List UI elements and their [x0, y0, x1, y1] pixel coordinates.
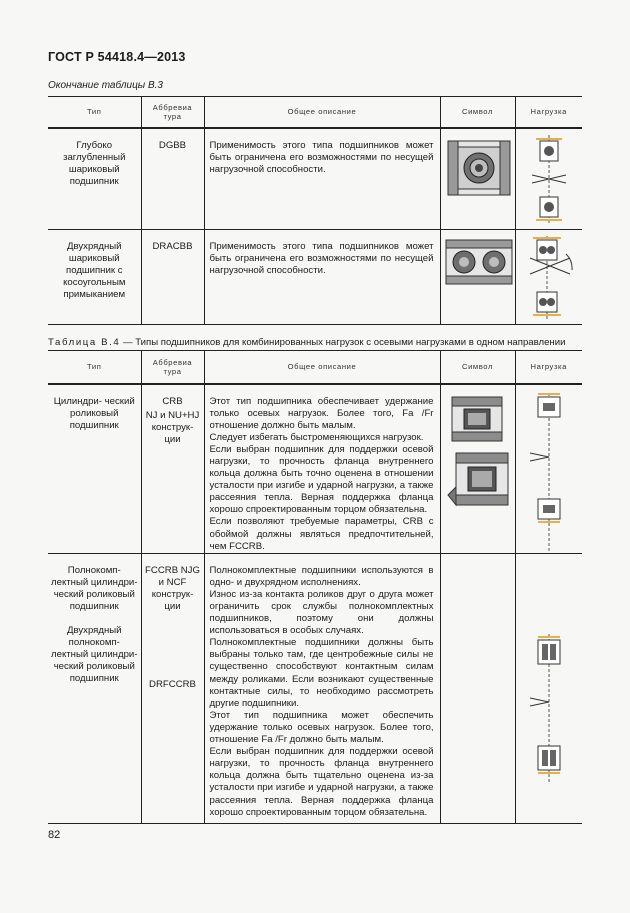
cell-symbol — [440, 230, 515, 325]
deep-groove-ball-bearing-icon — [446, 139, 512, 197]
axial-load-icon — [524, 393, 574, 553]
table-row — [48, 128, 582, 230]
table-b4-caption — [48, 337, 565, 348]
desc-paragraph: Следует избегать быстроменяющихся нагрузок. — [209, 431, 424, 443]
cell-symbol — [440, 553, 515, 823]
abbr-crb: CRB — [162, 395, 183, 407]
cell-load — [515, 553, 582, 823]
table-row — [48, 384, 582, 554]
combined-load-angle-icon — [522, 236, 578, 320]
type-full-complement: Полнокомп- лектный цилиндри- ческий роликовый подшипник — [51, 564, 138, 612]
col-header-description: Общее описание — [204, 351, 440, 384]
cell-type: Цилиндри- ческий роликовый подшипник — [53, 395, 135, 431]
col-header-type: Тип — [87, 107, 102, 117]
col-header-abbr: Аббревиа тура — [141, 351, 204, 384]
table-b4 — [48, 350, 582, 824]
cell-abbr: DGBB — [141, 128, 204, 230]
desc-paragraph: Если выбран подшипник для поддержки осевой нагрузки, то прочность фланца внутреннего кольца должна быть точно оценена в отношении усталости при изгибе и ударной нагрузки, а также рассеяния тепла. Верная поддержка фланца хорошо спроектированным торцом обязательна. — [209, 443, 434, 516]
col-header-load: Нагрузка — [515, 97, 582, 128]
cell-type — [48, 553, 141, 823]
desc-paragraph: Если выбран подшипник для поддержки осевой нагрузки, то прочность фланца внутреннего кольца должна быть тщательно оценена из-за усталости при изгибе и ударной нагрузки, а также рассеяния тепла. Верная поддержка фланца хорошо спроектированным торцом обязательна. — [209, 746, 434, 818]
cell-symbol — [440, 384, 515, 554]
desc-paragraph: Полнокомплектные подшипники используются в одно- и двухрядном исполнениях. — [209, 564, 434, 588]
radial-axial-load-icon — [524, 135, 574, 225]
table-row — [48, 230, 582, 325]
cell-type: Глубоко заглубленный шариковый подшипник — [63, 139, 126, 187]
table-b3 — [48, 96, 582, 325]
table-b4-label: Таблица В.4 — [48, 337, 121, 348]
cell-abbr — [141, 553, 204, 823]
type-double-row-full-complement: Двухрядный полнокомп- лектный цилиндри- ческий роликовый подшипник — [51, 625, 138, 685]
col-header-load: Нагрузка — [515, 351, 582, 384]
cell-symbol — [440, 128, 515, 230]
cell-load — [515, 230, 582, 325]
cell-load — [515, 384, 582, 554]
cell-abbr — [141, 384, 204, 554]
col-header-symbol: Символ — [440, 351, 515, 384]
col-header-description: Общее описание — [204, 97, 440, 128]
desc-paragraph: Износ из-за контакта роликов друг о друга может ограничить срок службы полнокомплектных подшипников, поэтому они должны использоваться в особых случаях. — [209, 588, 434, 637]
abbr-drfccrb: DRFCCRB — [149, 679, 196, 691]
col-header-symbol: Символ — [440, 97, 515, 128]
desc-paragraph: Если позволяют требуемые параметры, CRB с обоймой должны являться предпочтительней, чем FCCRB. — [209, 516, 434, 552]
desc-paragraph: Этот тип подшипника обеспечивает удержание только осевых нагрузок. Более того, Fa /Fr отношение должно быть малым. — [209, 395, 434, 431]
table-b4-title: — Типы подшипников для комбинированных нагрузок с осевыми нагрузками в одном направлении — [120, 337, 566, 348]
axial-load-icon — [524, 634, 574, 784]
cell-description — [204, 384, 440, 554]
col-header-type: Тип — [87, 362, 102, 372]
cell-abbr: DRACBB — [141, 230, 204, 325]
cell-type: Двухрядный шариковый подшипник с косоугольным примыканием — [63, 241, 126, 301]
abbr-nj-variant: NJ и NU+HJ конструк- ции — [145, 409, 200, 445]
cell-description — [204, 553, 440, 823]
cylindrical-roller-bearing-icon — [446, 395, 512, 515]
col-header-abbr: Аббревиа тура — [141, 97, 204, 128]
document-header: ГОСТ Р 54418.4—2013 — [48, 50, 186, 64]
table-row — [48, 553, 582, 823]
cell-description: Применимость этого типа подшипников может быть ограничена его возможностями по несущей нагрузочной способности. — [204, 230, 440, 325]
cell-load — [515, 128, 582, 230]
page-number: 82 — [48, 829, 61, 841]
abbr-fccrb: FCCRB NJG и NCF конструк- ции — [145, 564, 200, 612]
table-b3-caption: Окончание таблицы В.3 — [48, 80, 163, 91]
desc-paragraph: Этот тип подшипника может обеспечить удержание только осевых нагрузок. Более того, отношение Fa /Fr должно быть малым. — [209, 709, 434, 746]
cell-description: Применимость этого типа подшипников может быть ограничена его возможностями по несущей нагрузочной способности. — [204, 128, 440, 230]
double-row-angular-ball-bearing-icon — [444, 238, 514, 286]
desc-paragraph: Полнокомплектные подшипники должны быть выбраны только там, где центробежные силы не существенно способствуют контактным силам между роликами. Если возникают существенные контактные силы, то необходимо рассмотреть другие подшипники. — [209, 637, 434, 709]
